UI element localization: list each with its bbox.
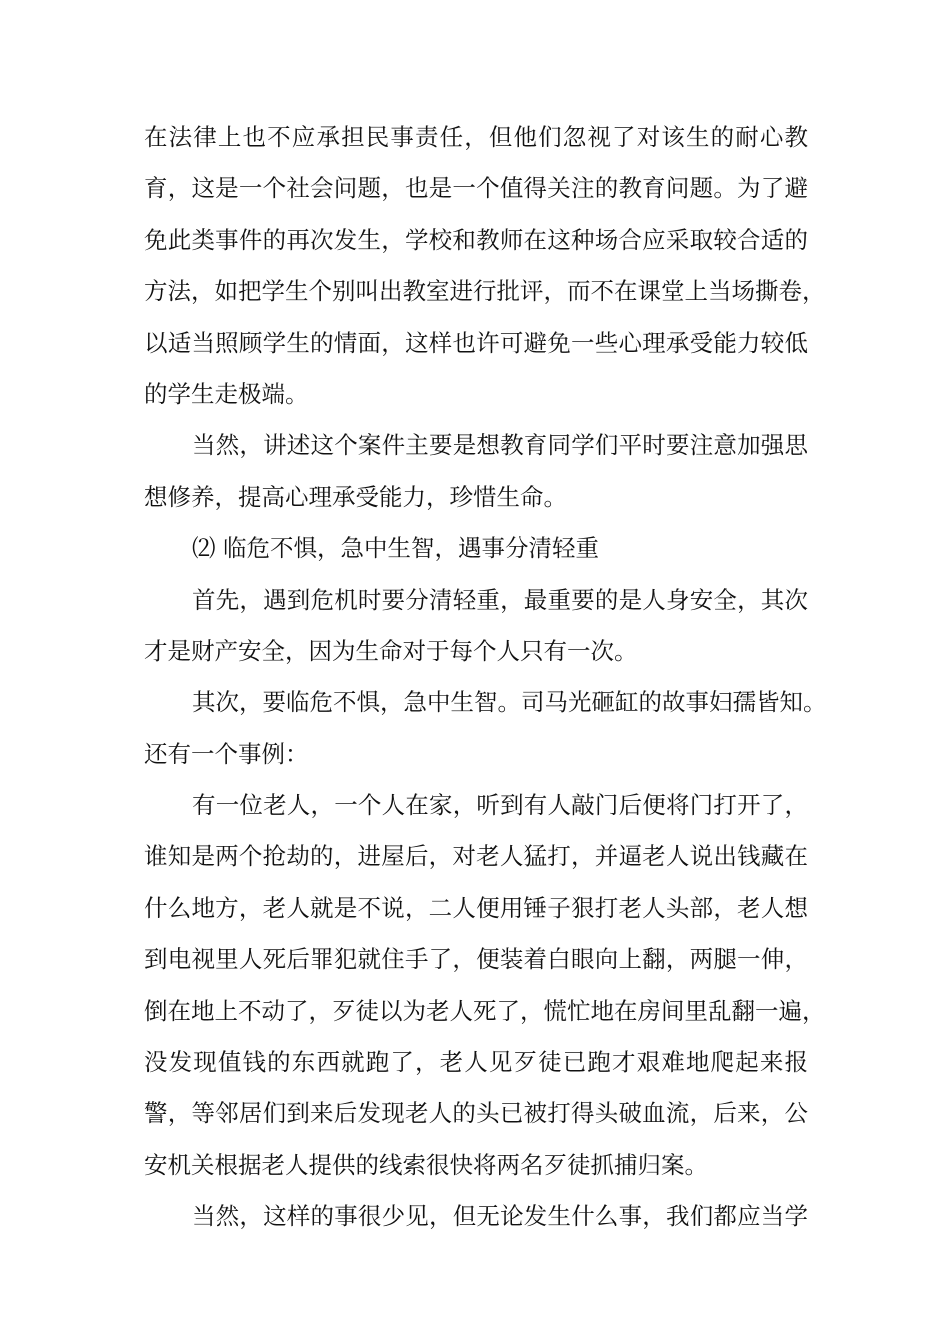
text-line: 什么地方，老人就是不说，二人便用锤子狠打老人头部，老人想 [144,893,808,922]
body-text [144,112,827,1243]
text-line: 有一位老人，一个人在家，听到有人敲门后便将门打开了， [192,791,808,820]
text-line: 没发现值钱的东西就跑了，老人见歹徒已跑才艰难地爬起来报 [144,1048,808,1077]
text-line: 免此类事件的再次发生，学校和教师在这种场合应采取较合适的 [144,225,808,254]
text-line: 以适当照顾学生的情面，这样也许可避免一些心理承受能力较低 [144,328,808,357]
text-line: 当然，这样的事很少见，但无论发生什么事，我们都应当学 [192,1202,808,1231]
text-line: 警，等邻居们到来后发现老人的头已被打得头破血流，后来，公 [144,1099,808,1128]
text-line: 才是财产安全，因为生命对于每个人只有一次。 [144,636,638,665]
text-line: 育，这是一个社会问题，也是一个值得关注的教育问题。为了避 [144,174,808,203]
text-line: 的学生走极端。 [144,379,309,408]
text-line: 想修养，提高心理承受能力，珍惜生命。 [144,482,567,511]
section-heading: ⑵ 临危不惧，急中生智，遇事分清轻重 [192,534,599,563]
text-line: 到电视里人死后罪犯就住手了，便装着白眼向上翻，两腿一伸， [144,945,808,974]
text-line: 倒在地上不动了，歹徒以为老人死了，慌忙地在房间里乱翻一遍， [144,996,826,1025]
text-line: 当然，讲述这个案件主要是想教育同学们平时要注意加强思 [192,431,808,460]
text-line: 其次，要临危不惧，急中生智。司马光砸缸的故事妇孺皆知。 [192,688,827,717]
text-line: 安机关根据老人提供的线索很快将两名歹徒抓捕归案。 [144,1150,708,1179]
text-line: 首先，遇到危机时要分清轻重，最重要的是人身安全，其次 [192,585,808,614]
text-line: 还有一个事例： [144,739,309,768]
text-line: 谁知是两个抢劫的，进屋后，对老人猛打，并逼老人说出钱藏在 [144,842,808,871]
text-line: 方法，如把学生个别叫出教室进行批评，而不在课堂上当场撕卷， [144,277,826,306]
text-line: 在法律上也不应承担民事责任，但他们忽视了对该生的耐心教 [144,123,808,151]
